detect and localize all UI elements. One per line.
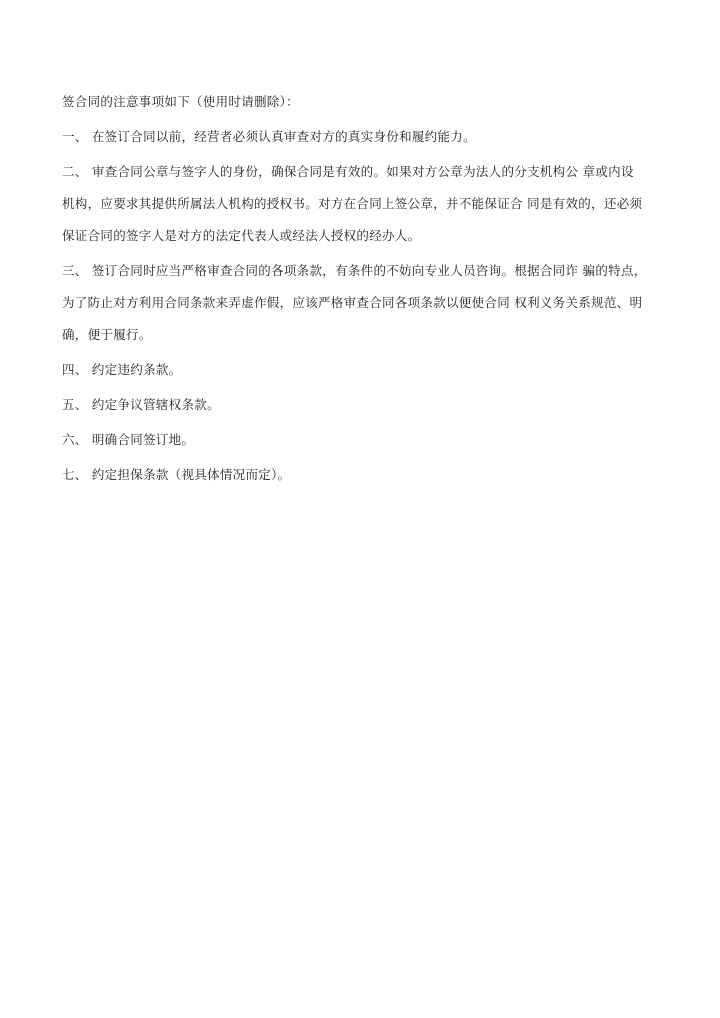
item-2-line-1: 二、 审查合同公章与签字人的身份，确保合同是有效的。如果对方公章为法人的分支机构公 章或内设 (62, 164, 634, 179)
item-3-line-3: 确，便于履行。 (62, 327, 152, 342)
item-4-line-1: 四、 约定违约条款。 (62, 362, 182, 377)
item-2-line-2: 机构，应要求其提供所属法人机构的授权书。对方在合同上签公章，并不能保证合 同是有效的，还必须 (62, 196, 643, 211)
item-7-line-1: 七、 约定担保条款（视具体情况而定）。 (62, 467, 291, 482)
item-3-line-1: 三、 签订合同时应当严格审查合同的各项条款，有条件的不妨向专业人员咨询。根据合同诈 骗的特点， (62, 263, 647, 278)
document-body (62, 94, 662, 483)
item-6-line-1: 六、 明确合同签订地。 (62, 432, 195, 447)
item-2-line-3: 保证合同的签字人是对方的法定代表人或经法人授权的经办人。 (62, 228, 421, 243)
item-1-line-1: 一、 在签订合同以前，经营者必须认真审查对方的真实身份和履约能力。 (62, 129, 476, 144)
document-heading: 签合同的注意事项如下（使用时请删除）： (62, 94, 299, 109)
item-3-line-2: 为了防止对方利用合同条款来弄虚作假，应该严格审查合同各项条款以便使合同 权利义务关系规范、明 (62, 295, 643, 310)
item-5-line-1: 五、 约定争议管辖权条款。 (62, 397, 220, 412)
